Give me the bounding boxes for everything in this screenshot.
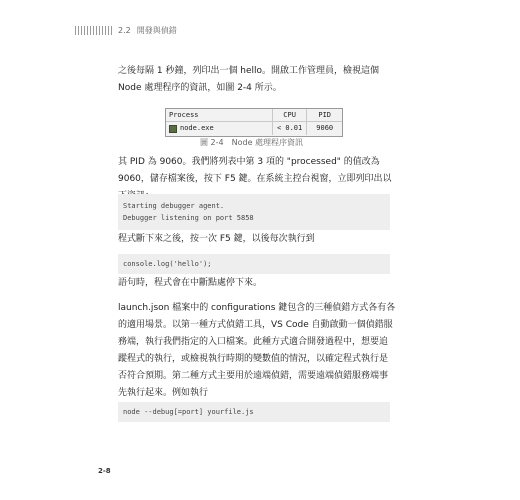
task-manager-screenshot [165, 108, 343, 137]
process-cell [166, 122, 272, 135]
paragraph-stop: 語句時，程式會在中斷點處停下來。 [118, 278, 263, 288]
node-process-icon [169, 125, 177, 133]
code-line: Starting debugger agent. [123, 202, 225, 210]
code-block-debugger [118, 194, 390, 230]
code-line: node --debug[=port] yourfile.js [123, 408, 254, 416]
code-line: Debugger listening on port 5858 [123, 214, 254, 222]
process-column-header: Process [169, 111, 199, 119]
figure-caption: 圖 2-4 Node 處理程序資訊 [200, 138, 304, 147]
task-manager-header-row [166, 109, 342, 122]
paragraph-breakpoint: 程式斷下來之後，按一次 F5 鍵，以後每次執行到 [118, 234, 315, 244]
pid-column-header: PID [306, 109, 342, 121]
page-number: 2-8 [98, 467, 111, 475]
process-name: node.exe [180, 124, 214, 132]
task-manager-row [166, 122, 342, 135]
code-block-console-log [118, 254, 390, 274]
paragraph-intro: 之後每隔 1 秒鐘，列印出一個 hello。開啟工作管理員，檢視這個 Node 處理程序的資訊，如圖 2-4 所示。 [118, 66, 380, 93]
paragraph-launch-json: launch.json 檔案中的 configurations 鍵包含的三種偵錯方式各有各的適用場景。以第一種方式偵錯工具，VS Code 自動啟動一個偵錯服務端，執行我們指定的入口檔案。此種方式適合開發過程中，想要追蹤程式的執行，或檢視執行時期的變數值的情況，以確定程式執行是否符合預期。第二種方式主要用於遠端偵錯，需要遠端偵錯服務端事先執行起來。例如執行 [118, 303, 396, 398]
header-bars-decoration [75, 26, 112, 35]
code-block-node-debug [118, 402, 390, 422]
paragraph-pid: 其 PID 為 9060。我們將列表中第 3 項的 "processed" 的值改為 9060，儲存檔案後，按下 F5 鍵。在系統主控台視窗，立即列印出以 [118, 157, 392, 184]
cpu-cell: < 0.01 [272, 122, 307, 135]
header-section: 2.2 [118, 26, 131, 35]
running-header [75, 25, 177, 36]
pid-cell: 9060 [306, 122, 342, 135]
code-line: console.log('hello'); [123, 260, 212, 268]
cpu-column-header: CPU [272, 109, 307, 121]
header-title: 開發與偵錯 [136, 26, 177, 35]
